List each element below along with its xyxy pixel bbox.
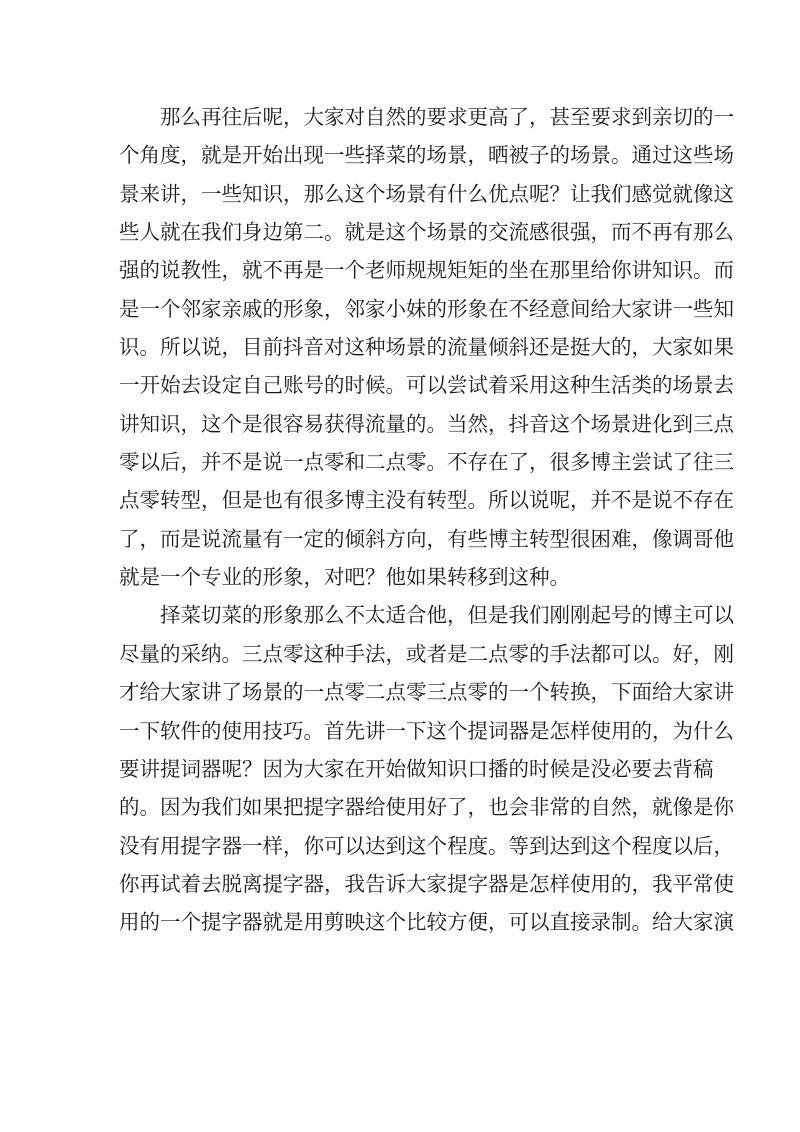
text-line: 景来讲，一些知识，那么这个场景有什么优点呢？让我们感觉就像这 bbox=[119, 181, 734, 206]
text-line: 个角度，就是开始出现一些择菜的场景，晒被子的场景。通过这些场 bbox=[119, 143, 734, 168]
text-line: 点零转型，但是也有很多博主没有转型。所以说呢，并不是说不存在 bbox=[119, 488, 734, 513]
text-line: 你再试着去脱离提字器，我告诉大家提字器是怎样使用的，我平常使 bbox=[119, 871, 734, 896]
text-line: 择菜切菜的形象那么不太适合他，但是我们刚刚起号的博主可以 bbox=[160, 603, 734, 628]
text-line: 用的一个提字器就是用剪映这个比较方便，可以直接录制。给大家演 bbox=[119, 910, 734, 935]
text-line: 才给大家讲了场景的一点零二点零三点零的一个转换，下面给大家讲 bbox=[119, 680, 734, 705]
text-line: 一下软件的使用技巧。首先讲一下这个提词器是怎样使用的，为什么 bbox=[119, 718, 734, 743]
text-line: 强的说教性，就不再是一个老师规规矩矩的坐在那里给你讲知识。而 bbox=[119, 258, 734, 283]
text-line: 要讲提词器呢？因为大家在开始做知识口播的时候是没必要去背稿 bbox=[119, 756, 714, 781]
text-line: 些人就在我们身边第二。就是这个场景的交流感很强，而不再有那么 bbox=[119, 220, 734, 245]
text-line: 就是一个专业的形象，对吧？他如果转移到这种。 bbox=[119, 565, 570, 590]
text-line: 了，而是说流量有一定的倾斜方向，有些博主转型很困难，像调哥他 bbox=[119, 526, 734, 551]
text-line: 识。所以说，目前抖音对这种场景的流量倾斜还是挺大的，大家如果 bbox=[119, 335, 734, 360]
paragraph-2 bbox=[119, 596, 734, 941]
text-line: 是一个邻家亲戚的形象，邻家小妹的形象在不经意间给大家讲一些知 bbox=[119, 296, 734, 321]
text-line: 讲知识，这个是很容易获得流量的。当然，抖音这个场景进化到三点 bbox=[119, 411, 734, 436]
text-line: 零以后，并不是说一点零和二点零。不存在了，很多博主尝试了往三 bbox=[119, 450, 734, 475]
paragraph-1 bbox=[119, 98, 734, 596]
text-line: 没有用提字器一样，你可以达到这个程度。等到达到这个程度以后， bbox=[119, 833, 734, 858]
text-line: 一开始去设定自己账号的时候。可以尝试着采用这种生活类的场景去 bbox=[119, 373, 734, 398]
text-line: 尽量的采纳。三点零这种手法，或者是二点零的手法都可以。好，刚 bbox=[119, 641, 734, 666]
document-body bbox=[119, 98, 734, 942]
text-line: 那么再往后呢，大家对自然的要求更高了，甚至要求到亲切的一 bbox=[160, 105, 734, 129]
text-line: 的。因为我们如果把提字器给使用好了，也会非常的自然，就像是你 bbox=[119, 795, 734, 820]
